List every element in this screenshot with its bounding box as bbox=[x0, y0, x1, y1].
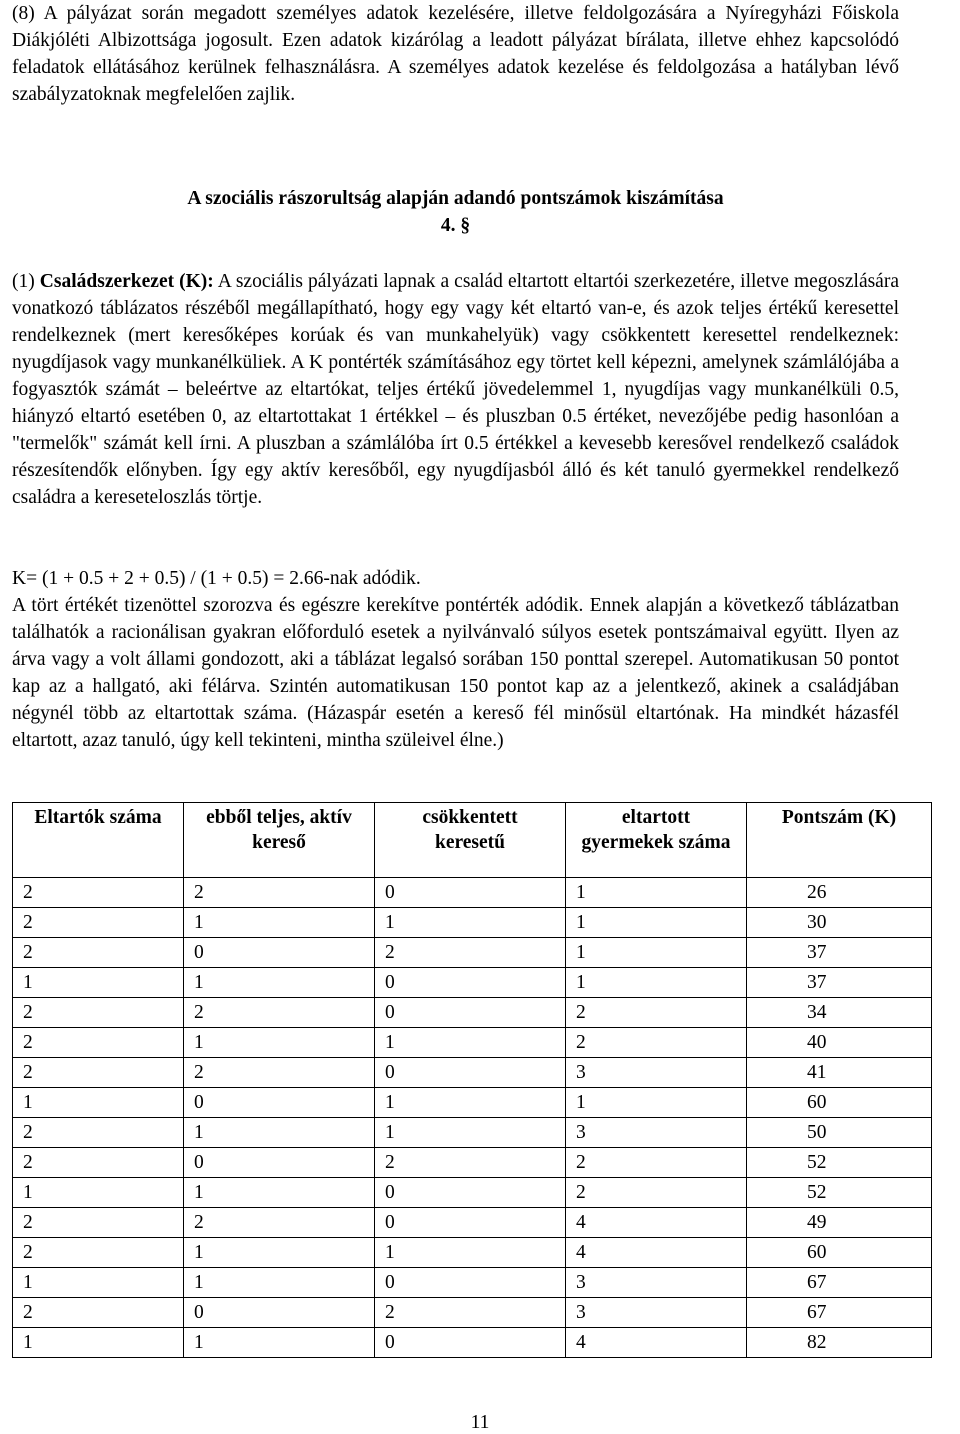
table-cell: 1 bbox=[184, 1268, 375, 1298]
table-cell: 0 bbox=[184, 1298, 375, 1328]
table-cell: 67 bbox=[747, 1268, 932, 1298]
table-cell: 1 bbox=[13, 968, 184, 998]
paragraph-1-text: A szociális pályázati lapnak a család eltartott eltartói szerkezetére, illetve megoszlására vonatkozó táblázatos részéből megállapítható, hogy egy vagy két eltartó van-e, és azok teljes értékű keresettel rendelkeznek (mert keresőképes korúak és van munkahelyük) vagy csökkentett keresettel rendelkeznek: nyugdíjasok vagy munkanélküliek. A K pontérték számításához egy törtet kell képezni, amelynek számlálójába a fogyasztók számát – beleértve az eltartókat, teljes értékű jövedelemmel 1, nyugdíjas vagy munkanélküli 0.5, hiányzó eltartó esetében 0, az eltartottakat 1 értékkel – és pluszban 0.5 értéket, nevezőjébe pedig hasonlóan a "termelők" számát kell írni. A pluszban a számlálóba írt 0.5 értékkel a kevesebb keresővel rendelkező családok részesítendők előnyben. Így egy aktív keresőből, egy nyugdíjasból álló és két tanuló gyermekkel rendelkező családra a kereseteloszlás törtje. bbox=[12, 271, 899, 508]
table-cell: 1 bbox=[566, 908, 747, 938]
table-cell: 0 bbox=[375, 1328, 566, 1358]
table-cell: 52 bbox=[747, 1148, 932, 1178]
table-cell: 0 bbox=[375, 1058, 566, 1088]
table-cell: 1 bbox=[184, 1238, 375, 1268]
table-header-cell: Pontszám (K) bbox=[747, 803, 932, 878]
table-cell: 1 bbox=[566, 878, 747, 908]
table-cell: 2 bbox=[375, 1148, 566, 1178]
table-cell: 3 bbox=[566, 1058, 747, 1088]
table-cell: 1 bbox=[184, 908, 375, 938]
table-cell: 3 bbox=[566, 1268, 747, 1298]
table-cell: 30 bbox=[747, 908, 932, 938]
table-cell: 2 bbox=[13, 1148, 184, 1178]
section-number: 4. § bbox=[440, 215, 471, 236]
table-cell: 41 bbox=[747, 1058, 932, 1088]
table-cell: 60 bbox=[747, 1088, 932, 1118]
table-cell: 1 bbox=[375, 1238, 566, 1268]
table-cell: 2 bbox=[13, 1298, 184, 1328]
page-number: 11 bbox=[470, 1412, 490, 1433]
paragraph-8: (8) A pályázat során megadott személyes adatok kezelésére, illetve feldolgozására a Nyíregyházi Főiskola Diákjóléti Albizottsága jogosult. Ezen adatok kizárólag a leadott pályázat bírálata, illetve ehhez kapcsolódó feladatok ellátásához kerülnek felhasználásra. A személyes adatok kezelése és feldolgozása a hatályban lévő szabályzatoknak megfelelően zajlik. bbox=[12, 3, 899, 105]
table-cell: 1 bbox=[375, 1088, 566, 1118]
table-cell: 2 bbox=[184, 1208, 375, 1238]
paragraph-1 bbox=[12, 268, 899, 511]
table-row bbox=[13, 878, 932, 908]
table-cell: 67 bbox=[747, 1298, 932, 1328]
paragraph-1-bold-term: Családszerkezet (K): bbox=[39, 271, 214, 292]
table-cell: 2 bbox=[566, 1148, 747, 1178]
table-cell: 3 bbox=[566, 1118, 747, 1148]
table-cell: 1 bbox=[13, 1178, 184, 1208]
table-cell: 0 bbox=[375, 1268, 566, 1298]
table-header-row bbox=[13, 803, 932, 878]
table-cell: 2 bbox=[13, 1028, 184, 1058]
table-cell: 50 bbox=[747, 1118, 932, 1148]
table-row bbox=[13, 1148, 932, 1178]
table-cell: 1 bbox=[375, 908, 566, 938]
table-cell: 0 bbox=[184, 938, 375, 968]
table-cell: 2 bbox=[184, 1058, 375, 1088]
table-header-cell: ebből teljes, aktív kereső bbox=[184, 803, 375, 878]
table-cell: 52 bbox=[747, 1178, 932, 1208]
table-cell: 2 bbox=[566, 1178, 747, 1208]
table-cell: 2 bbox=[13, 1058, 184, 1088]
formula: K= (1 + 0.5 + 2 + 0.5) / (1 + 0.5) = 2.66-nak adódik. bbox=[12, 568, 421, 589]
table-cell: 82 bbox=[747, 1328, 932, 1358]
table-cell: 1 bbox=[184, 1178, 375, 1208]
table-cell: 0 bbox=[184, 1148, 375, 1178]
table-cell: 1 bbox=[13, 1268, 184, 1298]
table-cell: 4 bbox=[566, 1208, 747, 1238]
table-row bbox=[13, 968, 932, 998]
section-heading: A szociális rászorultság alapján adandó pontszámok kiszámítása bbox=[187, 188, 724, 209]
table-cell: 2 bbox=[566, 1028, 747, 1058]
table-cell: 26 bbox=[747, 878, 932, 908]
table-cell: 2 bbox=[184, 998, 375, 1028]
table-cell: 2 bbox=[13, 938, 184, 968]
table-row bbox=[13, 1088, 932, 1118]
table-cell: 1 bbox=[184, 1328, 375, 1358]
table-row bbox=[13, 1058, 932, 1088]
table-cell: 0 bbox=[375, 1208, 566, 1238]
paragraph-2: A tört értékét tizenöttel szorozva és egészre kerekítve pontérték adódik. Ennek alapján a következő táblázatban találhatók a racionálisan gyakran előforduló esetek a nyilvánvaló súlyos esetek pontszámaival együtt. Ilyen az árva vagy a volt állami gondozott, aki a táblázat legalsó sorában 150 ponttal szerepel. Automatikusan 50 pontot kap az a hallgató, aki félárva. Szintén automatikusan 150 pontot kap az a jelentkező, akinek a családjában négynél több az eltartottak száma. (Házaspár esetén a kereső fél minősül eltartónak. Ha mindkét házasfél eltartott, azaz tanuló, úgy kell tekinteni, mintha szüleivel élne.) bbox=[12, 595, 899, 751]
table-cell: 1 bbox=[13, 1328, 184, 1358]
table-header-cell: eltartott gyermekek száma bbox=[566, 803, 747, 878]
table-header-cell: csökkentett keresetű bbox=[375, 803, 566, 878]
table-row bbox=[13, 998, 932, 1028]
table-cell: 1 bbox=[184, 1118, 375, 1148]
paragraph-1-prefix: (1) bbox=[12, 271, 40, 292]
table-cell: 1 bbox=[184, 968, 375, 998]
table-row bbox=[13, 1118, 932, 1148]
table-cell: 0 bbox=[184, 1088, 375, 1118]
table-cell: 3 bbox=[566, 1298, 747, 1328]
table-cell: 37 bbox=[747, 968, 932, 998]
table-cell: 40 bbox=[747, 1028, 932, 1058]
table-cell: 2 bbox=[13, 1118, 184, 1148]
table-cell: 1 bbox=[13, 1088, 184, 1118]
table-cell: 2 bbox=[13, 1238, 184, 1268]
table-cell: 4 bbox=[566, 1238, 747, 1268]
table-cell: 0 bbox=[375, 998, 566, 1028]
points-table bbox=[12, 802, 932, 1358]
table-cell: 2 bbox=[13, 908, 184, 938]
table-cell: 2 bbox=[13, 998, 184, 1028]
table-cell: 2 bbox=[375, 1298, 566, 1328]
table-cell: 1 bbox=[184, 1028, 375, 1058]
table-cell: 2 bbox=[375, 938, 566, 968]
table-cell: 2 bbox=[566, 998, 747, 1028]
table-row bbox=[13, 1178, 932, 1208]
table-cell: 34 bbox=[747, 998, 932, 1028]
table-row bbox=[13, 1028, 932, 1058]
table-cell: 2 bbox=[184, 878, 375, 908]
table-cell: 2 bbox=[13, 878, 184, 908]
table-row bbox=[13, 1208, 932, 1238]
table-cell: 1 bbox=[375, 1028, 566, 1058]
table-cell: 4 bbox=[566, 1328, 747, 1358]
table-cell: 0 bbox=[375, 1178, 566, 1208]
table-cell: 49 bbox=[747, 1208, 932, 1238]
table-cell: 1 bbox=[375, 1118, 566, 1148]
table-cell: 1 bbox=[566, 1088, 747, 1118]
table-body bbox=[13, 878, 932, 1358]
table-cell: 60 bbox=[747, 1238, 932, 1268]
table-cell: 1 bbox=[566, 968, 747, 998]
table-header-cell: Eltartók száma bbox=[13, 803, 184, 878]
table-row bbox=[13, 1268, 932, 1298]
table-cell: 2 bbox=[13, 1208, 184, 1238]
table-cell: 0 bbox=[375, 968, 566, 998]
table-row bbox=[13, 1328, 932, 1358]
table-row bbox=[13, 1238, 932, 1268]
table-cell: 1 bbox=[566, 938, 747, 968]
table-row bbox=[13, 1298, 932, 1328]
table-row bbox=[13, 908, 932, 938]
table-cell: 37 bbox=[747, 938, 932, 968]
table-row bbox=[13, 938, 932, 968]
table-cell: 0 bbox=[375, 878, 566, 908]
